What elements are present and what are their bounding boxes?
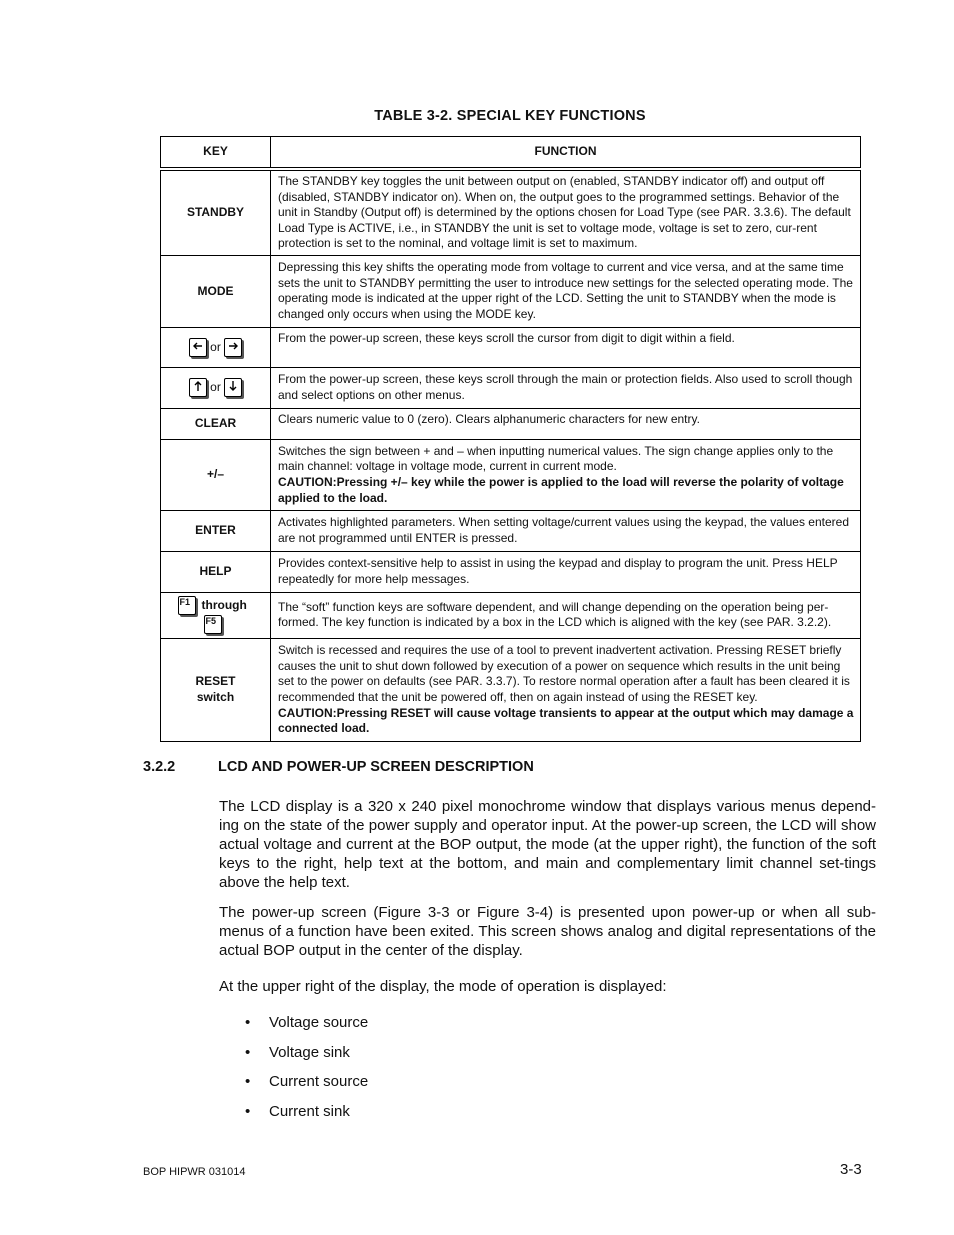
special-key-functions-table: [160, 136, 861, 742]
key-plus-minus: +/–: [161, 439, 271, 510]
caution-text: CAUTION:Pressing +/– key while the power is applied to the load will reverse the polarity of voltage applied to the load.: [278, 474, 844, 505]
header-function: FUNCTION: [271, 137, 861, 170]
bullet-icon: •: [245, 1073, 251, 1091]
table-row: [161, 638, 861, 741]
table-row: [161, 255, 861, 327]
f1-label: F1: [179, 597, 191, 608]
function-text: Switch is recessed and requires the use of a tool to prevent inadvertent activation. Pressing RESET briefly causes the unit to shut down followed by execution of a power on sequence which results in the unit being set to the power on defaults (see PAR. 3.3.7). To restore normal operation after a fault has been cleared it is recommended that the unit be powered off, then on again instead of using the RESET key.: [278, 643, 850, 704]
table-row: [161, 327, 861, 367]
list-item-text: Current source: [269, 1073, 369, 1091]
list-item: [245, 1073, 368, 1103]
function-plus-minus: [271, 439, 861, 510]
mode-list: [245, 1014, 368, 1133]
function-left-right-arrows: From the power-up screen, these keys scroll the cursor from digit to digit within a field.: [271, 327, 861, 367]
function-reset: [271, 638, 861, 741]
key-reset-switch: [161, 638, 271, 741]
table-row: [161, 367, 861, 408]
list-item: [245, 1044, 368, 1074]
list-item-text: Voltage sink: [269, 1043, 350, 1061]
left-arrow-key-icon: [189, 338, 207, 357]
table-title: TABLE 3-2. SPECIAL KEY FUNCTIONS: [374, 108, 646, 124]
table-header-row: [161, 137, 861, 170]
list-item-text: Voltage source: [269, 1014, 369, 1031]
table-row: [161, 439, 861, 510]
key-help: HELP: [161, 551, 271, 592]
function-text: Switches the sign between + and – when inputting numerical values. The sign change applies only to the main channel: voltage in voltage mode, current in current mode.: [278, 443, 834, 474]
down-arrow-key-icon: [224, 378, 242, 397]
function-clear: Clears numeric value to 0 (zero). Clears alphanumeric characters for new entry.: [271, 408, 861, 439]
f5-label: F5: [205, 616, 217, 627]
table-row: [161, 592, 861, 638]
right-arrow-key-icon: [224, 338, 242, 357]
header-key: KEY: [161, 137, 271, 170]
key-left-right-arrows: [161, 327, 271, 367]
caution-text: CAUTION:Pressing RESET will cause voltage transients to appear at the output which may damage a connected load.: [278, 705, 854, 736]
key-clear: CLEAR: [161, 408, 271, 439]
or-text: or: [210, 380, 221, 395]
paragraph-power-up-screen: The power-up screen (Figure 3-3 or Figure 3-4) is presented upon power-up or when all sub-menus of a function have been exited. This screen shows analog and digital representations of the actual BOP output in the center of the display.: [219, 904, 876, 959]
function-standby: The STANDBY key toggles the unit between output on (enabled, STANDBY indicator off) and output off (disabled, STANDBY indicator on). When on, the output goes to the programmed settings. Behavior of the unit in Standby (Output off) is determined by the options chosen for Load Type (see PAR. 3.3.6). The default Load Type is ACTIVE, i.e., in STANDBY the unit is set to voltage mode, voltage is set to zero, cur-rent protection is set to the nominal, and voltage limit is set to maximum.: [271, 169, 861, 255]
function-enter: Activates highlighted parameters. When setting voltage/current values using the keypad, the values entered are not programmed until ENTER is pressed.: [271, 510, 861, 551]
bullet-icon: •: [245, 1103, 251, 1121]
bullet-icon: •: [245, 1043, 251, 1061]
section-number: 3.2.2: [143, 759, 176, 775]
table-row: [161, 408, 861, 439]
footer-document-id: BOP HIPWR 031014: [143, 1166, 246, 1178]
footer-page-number: 3-3: [840, 1161, 862, 1178]
table-row: [161, 551, 861, 592]
list-item-text: Current sink: [269, 1103, 350, 1121]
function-mode: Depressing this key shifts the operating mode from voltage to current and vice versa, and at the same time sets the unit to STANDBY permitting the user to introduce new settings for the selected operating mode. The operating mode is indicated at the upper right of the LCD. Setting the unit to STANDBY when the mode is changed only occurs when using the MODE key.: [271, 255, 861, 327]
paragraph-lcd-display: The LCD display is a 320 x 240 pixel monochrome window that displays various menus depend-ing on the state of the power supply and operator input. At the power-up screen, the LCD will show actual voltage and current at the BOP output, the mode (at the upper right), the function of the soft keys to the right, help text at the bottom, and main and complementary limit channel set-tings above the help text.: [219, 798, 876, 891]
key-up-down-arrows: [161, 367, 271, 408]
list-item: [245, 1103, 368, 1133]
section-title: LCD AND POWER-UP SCREEN DESCRIPTION: [218, 759, 534, 775]
through-text: through: [201, 598, 247, 613]
function-up-down-arrows: From the power-up screen, these keys scroll through the main or protection fields. Also used to scroll though and select options on other menus.: [271, 367, 861, 408]
switch-label: switch: [196, 689, 235, 704]
paragraph-mode-of-operation: At the upper right of the display, the mode of operation is displayed:: [219, 978, 667, 995]
table-row: [161, 510, 861, 551]
or-text: or: [210, 339, 221, 354]
key-function-keys: [161, 592, 271, 638]
reset-label: RESET: [195, 674, 236, 689]
function-soft-keys: The “soft” function keys are software dependent, and will change depending on the operation being per-formed. The key function is indicated by a box in the LCD which is aligned with the key (see PAR. 3.2.2).: [271, 592, 861, 638]
table-row: [161, 169, 861, 255]
function-help: Provides context-sensitive help to assist in using the keypad and display to program the unit. Press HELP repeatedly for more help messages.: [271, 551, 861, 592]
list-item: [245, 1014, 368, 1044]
key-standby: STANDBY: [161, 169, 271, 255]
f1-key-icon: [178, 596, 196, 615]
key-enter: ENTER: [161, 510, 271, 551]
bullet-icon: •: [245, 1014, 251, 1031]
key-mode: MODE: [161, 255, 271, 327]
f5-key-icon: [204, 615, 222, 634]
up-arrow-key-icon: [189, 378, 207, 397]
